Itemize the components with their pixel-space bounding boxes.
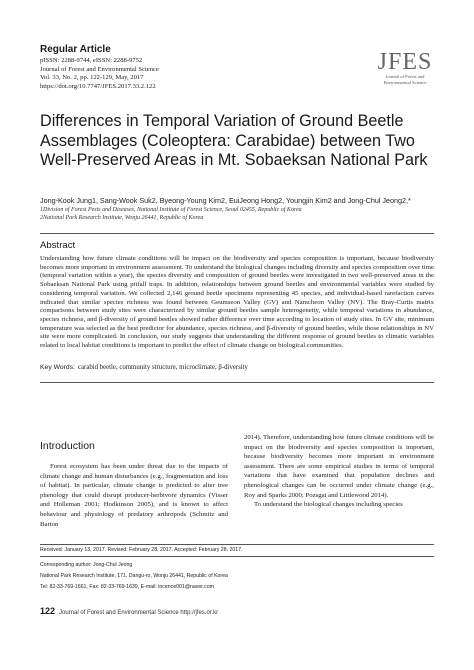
intro-paragraph-1-cont: 2014). Therefore, understanding how future climate conditions will be impact on the biodiversity and species composition is important, because biodiversity becomes more important in environment assessment. There are some empirical studies in terms of temporal variations that have examined that population declines and phenological changes can be occurred under climate change (e.g., Roy and Sparks 2000; Pozsgai and Littlewood 2014). (244, 434, 434, 499)
issn: pISSN: 2288-9744, eISSN: 2288-9752 (40, 57, 143, 64)
page-footer (40, 606, 434, 616)
article-header (40, 44, 440, 110)
introduction-right-column (244, 433, 434, 510)
page-number: 122 (40, 606, 56, 616)
corresponding-contact: Tel: 82-33-769-1661, Fax: 82-33-769-1639, E-mail: incence001@naver.com (40, 584, 214, 590)
divider-keywords (40, 382, 434, 383)
keywords-label: Key Words: (40, 364, 76, 371)
article-title: Differences in Temporal Variation of Ground Beetle Assemblages (Coleoptera: Carabidae) between Two Well-Preserved Areas in Mt. Sobaeksan National Park (40, 112, 428, 170)
abstract-heading: Abstract (40, 240, 76, 251)
logo-mark: JFES (377, 49, 433, 75)
affiliation-2: 2National Park Research Institute, Wonju 26441, Republic of Korea (40, 214, 204, 221)
affiliations (40, 207, 440, 223)
keywords-text: carabid beetle, community structure, microclimate, β-diversity (78, 364, 248, 371)
received-dates: Received: January 13, 2017. Revised: February 28, 2017. Accepted: February 28, 2017. (40, 547, 243, 553)
introduction-left-column (40, 462, 228, 529)
corresponding-address: National Park Research Institute, 171, Dangu-ro, Wonju 26441, Republic of Korea (40, 573, 228, 579)
footer-text: Journal of Forest and Environmental Science http://jfes.or.kr (59, 610, 219, 616)
divider-footnotes (40, 544, 434, 545)
doi-link[interactable]: https://doi.org/10.7747/JFES.2017.33.2.122 (40, 82, 156, 90)
jfes-logo (370, 50, 440, 85)
affiliation-1: 1Division of Forest Pests and Diseases, National Institute of Forest Science, Seoul 02455, Republic of Korea (40, 207, 302, 213)
volume-info: Vol. 33, No. 2, pp. 122-129, May, 2017 (40, 74, 144, 82)
divider-corresponding (40, 556, 434, 557)
abstract-text: Understanding how future climate conditions will be impact on the biodiversity and species composition is important, because biodiversity becomes more important in environment assessment. To understand the biological changes including diversity and species composition over time (temporal variation within a year), the species diversity and composition of ground beetles were investigated in two well-preserved areas in the Sobaeksan National Park using pitfall traps. In addition, relationships between ground beetles and environmental variables were studied by considering temporal variation. We collected 2,146 ground beetle specimens representing 45 species, and individual-based rarefaction curves indicated that similar species richness was found between Geumseon Valley (GV) and Namcheon Valley (NV). The Bray-Curtis matrix comparisons between study sites were characterized by similar ground beetles sample heterogeneity, while temporal variations in abundance, species richness, and β-diversity of ground beetles showed rather difference over time according to location of study sites. In GV site, minimum temperature was selected as the best predictor for abundance, species richness, and β-diversity of ground beetles, while those relationships in NV site were more complicated. In conclusion, our study suggests that understanding the different response of ground beetles to climatic variables related to local habitat conditions is important to predict the effect of climate change on biological communities. (40, 255, 434, 350)
intro-paragraph-1: Forest ecosystem has been under threat due to the impacts of climate change and human disturbances (e.g., fragmentation and loss of habitat). In particular, climate change is predicted to alter tree phenology that could disrupt producer-herbivore dynamics (Visser and Holleman 2001; Hodkinson 2005), and is known to affect behaviour and physiology of predatory arthropods (Schmitz and Barton (40, 463, 228, 528)
intro-paragraph-2: To understand the biological changes including species (254, 501, 403, 509)
article-type: Regular Article (40, 44, 111, 55)
logo-subtitle-line-1: Journal of Forest and (385, 74, 425, 79)
journal-name: Journal of Forest and Environmental Science (40, 65, 159, 73)
author-list: Jong-Kook Jung1, Sang-Wook Suk2, Byeong-Young Kim2, EuiJeong Hong2, Youngjin Kim2 and Jong-Chul Jeong2,* (40, 196, 411, 205)
corresponding-author: Corresponding author: Jong-Chul Jeong (40, 562, 133, 568)
divider-top (40, 233, 434, 234)
logo-subtitle (370, 74, 440, 85)
keywords (40, 364, 434, 371)
logo-subtitle-line-2: Environmental Science (383, 79, 427, 85)
corresponding-info (40, 560, 434, 593)
introduction-heading: Introduction (40, 440, 95, 452)
